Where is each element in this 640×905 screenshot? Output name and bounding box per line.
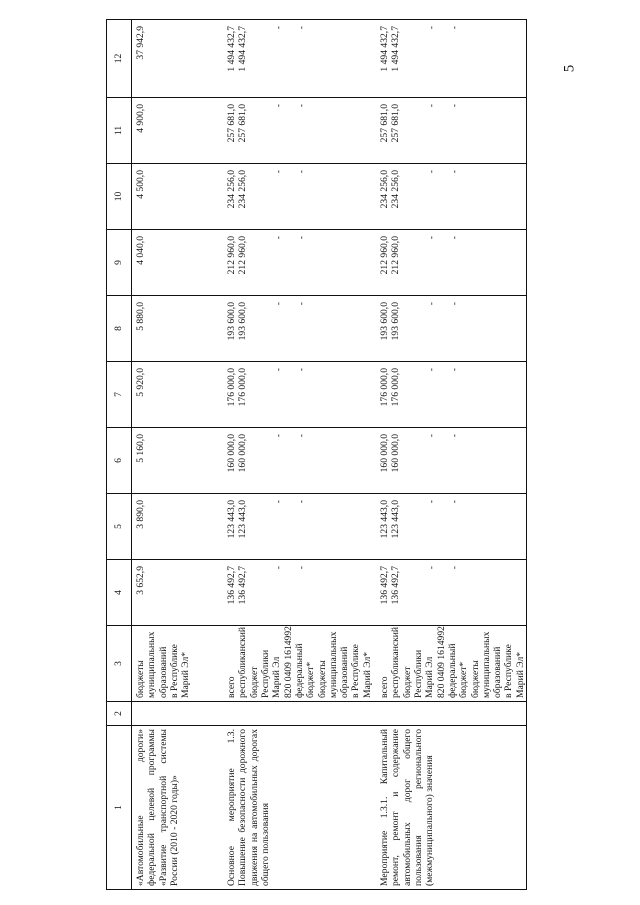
funding-source-line: 820 0409 1614992 xyxy=(435,626,447,698)
value-line: 5 920,0 xyxy=(135,368,146,397)
value-line: - xyxy=(448,500,460,504)
value-cell-col-9 xyxy=(376,230,527,296)
funding-source-line: бюджеты xyxy=(135,660,146,698)
value-line: - xyxy=(295,236,307,240)
value-line: 4 040,0 xyxy=(135,236,146,265)
value-line: - xyxy=(448,368,460,372)
value-line: 1 494 432,7 xyxy=(390,26,402,72)
column-header-6: 6 xyxy=(107,428,132,494)
value-line: - xyxy=(425,104,437,108)
value-line: 136 492,7 xyxy=(237,566,249,605)
value-line: - xyxy=(272,434,284,438)
table-row xyxy=(223,20,376,890)
value-line: - xyxy=(448,26,460,30)
value-line: - xyxy=(448,566,460,570)
value-line: 160 000,0 xyxy=(390,434,402,473)
value-cell-col-4 xyxy=(132,560,224,626)
value-cell-col-9 xyxy=(132,230,224,296)
value-line: - xyxy=(425,236,437,240)
value-line: - xyxy=(272,26,284,30)
value-line: - xyxy=(272,500,284,504)
funding-source-line: Республики xyxy=(259,649,271,698)
column-header-5: 5 xyxy=(107,494,132,560)
value-line: 160 000,0 xyxy=(237,434,249,473)
funding-source-line: муниципальных xyxy=(480,631,492,698)
value-line: 1 494 432,7 xyxy=(226,26,237,72)
row-code xyxy=(376,702,527,726)
value-line: 234 256,0 xyxy=(237,170,249,209)
funding-source-line: федеральный xyxy=(446,643,458,698)
value-line: 257 681,0 xyxy=(237,104,249,143)
funding-sources xyxy=(376,626,527,702)
value-cell-col-11 xyxy=(223,98,376,164)
value-cell-col-6 xyxy=(223,428,376,494)
value-cell-col-11 xyxy=(132,98,224,164)
value-line: - xyxy=(425,170,437,174)
value-line: - xyxy=(272,302,284,306)
value-line: 4 900,0 xyxy=(135,104,146,133)
value-line: - xyxy=(425,302,437,306)
value-line: 212 960,0 xyxy=(379,236,390,275)
value-line: - xyxy=(425,368,437,372)
column-header-3: 3 xyxy=(107,626,132,702)
value-line: - xyxy=(295,434,307,438)
funding-source-line: Марий Эл xyxy=(424,656,436,698)
funding-source-line: муниципальных xyxy=(327,631,339,698)
value-line: 257 681,0 xyxy=(226,104,237,143)
page-number: 5 xyxy=(561,64,578,73)
row-name: Основное мероприятие 1.3. Повышение безопасности дорожного движения на автомобильных дорогах общего пользования xyxy=(223,726,376,890)
funding-source-line: бюджет* xyxy=(458,661,470,698)
value-line: - xyxy=(448,170,460,174)
funding-source-line: всего xyxy=(226,676,237,698)
value-line: - xyxy=(425,434,437,438)
value-line: 212 960,0 xyxy=(226,236,237,275)
funding-source-line: федеральный xyxy=(293,643,305,698)
value-cell-col-10 xyxy=(132,164,224,230)
value-cell-col-5 xyxy=(223,494,376,560)
funding-sources xyxy=(223,626,376,702)
column-header-4: 4 xyxy=(107,560,132,626)
value-line: 234 256,0 xyxy=(379,170,390,209)
value-line: - xyxy=(272,170,284,174)
funding-source-line: Марий Эл* xyxy=(180,651,192,698)
value-line: 212 960,0 xyxy=(237,236,249,275)
value-line: 193 600,0 xyxy=(226,302,237,341)
value-line: 193 600,0 xyxy=(237,302,249,341)
value-line: 123 443,0 xyxy=(237,500,249,539)
value-line: - xyxy=(272,104,284,108)
value-cell-col-8 xyxy=(132,296,224,362)
funding-source-line: Марий Эл* xyxy=(514,651,526,698)
funding-source-line: бюджет xyxy=(248,666,260,698)
value-line: 4 500,0 xyxy=(135,170,146,199)
funding-source-line: Марий Эл xyxy=(271,656,283,698)
value-cell-col-12 xyxy=(223,20,376,98)
value-cell-col-6 xyxy=(376,428,527,494)
funding-sources xyxy=(132,626,224,702)
value-cell-col-12 xyxy=(376,20,527,98)
funding-source-line: Марий Эл* xyxy=(361,651,373,698)
value-line: - xyxy=(448,104,460,108)
value-cell-col-9 xyxy=(223,230,376,296)
value-line: - xyxy=(272,236,284,240)
value-cell-col-4 xyxy=(223,560,376,626)
value-line: - xyxy=(425,566,437,570)
value-line: 257 681,0 xyxy=(390,104,402,143)
column-header-8: 8 xyxy=(107,296,132,362)
value-line: 160 000,0 xyxy=(379,434,390,473)
value-line: 160 000,0 xyxy=(226,434,237,473)
value-cell-col-6 xyxy=(132,428,224,494)
value-line: - xyxy=(448,302,460,306)
column-header-10: 10 xyxy=(107,164,132,230)
funding-source-line: бюджет xyxy=(401,666,413,698)
value-line: - xyxy=(295,104,307,108)
value-line: 234 256,0 xyxy=(226,170,237,209)
funding-source-line: 820 0409 1614992 xyxy=(282,626,294,698)
column-header-9: 9 xyxy=(107,230,132,296)
value-cell-col-5 xyxy=(376,494,527,560)
value-line: - xyxy=(425,26,437,30)
value-cell-col-7 xyxy=(376,362,527,428)
funding-source-line: республиканский xyxy=(390,626,402,698)
funding-source-line: образований xyxy=(157,646,169,698)
value-line: - xyxy=(425,500,437,504)
column-header-1: 1 xyxy=(107,726,132,890)
funding-source-line: бюджеты xyxy=(316,660,328,698)
funding-source-line: в Республике xyxy=(350,644,362,698)
value-line: - xyxy=(448,434,460,438)
funding-source-line: в Республике xyxy=(503,644,515,698)
value-line: 176 000,0 xyxy=(390,368,402,407)
value-line: - xyxy=(295,368,307,372)
value-line: - xyxy=(272,368,284,372)
value-cell-col-10 xyxy=(376,164,527,230)
value-line: 123 443,0 xyxy=(390,500,402,539)
funding-source-line: образований xyxy=(339,646,351,698)
column-header-12: 12 xyxy=(107,20,132,98)
value-line: 1 494 432,7 xyxy=(379,26,390,72)
value-cell-col-7 xyxy=(132,362,224,428)
value-line: 37 942,9 xyxy=(135,26,146,60)
value-line: - xyxy=(295,566,307,570)
funding-source-line: муниципальных xyxy=(146,631,158,698)
value-line: 136 492,7 xyxy=(226,566,237,605)
value-line: 3 652,9 xyxy=(135,566,146,595)
value-cell-col-12 xyxy=(132,20,224,98)
value-line: - xyxy=(295,26,307,30)
budget-table xyxy=(106,19,527,890)
column-number-row xyxy=(107,20,132,890)
value-line: 136 492,7 xyxy=(390,566,402,605)
column-header-7: 7 xyxy=(107,362,132,428)
value-cell-col-7 xyxy=(223,362,376,428)
funding-source-line: образований xyxy=(492,646,504,698)
table-row xyxy=(376,20,527,890)
value-cell-col-5 xyxy=(132,494,224,560)
value-line: 136 492,7 xyxy=(379,566,390,605)
value-line: 234 256,0 xyxy=(390,170,402,209)
value-line: - xyxy=(295,170,307,174)
value-line: - xyxy=(295,302,307,306)
value-line: 123 443,0 xyxy=(379,500,390,539)
value-line: 5 880,0 xyxy=(135,302,146,331)
value-line: 176 000,0 xyxy=(237,368,249,407)
value-line: - xyxy=(272,566,284,570)
value-line: 1 494 432,7 xyxy=(237,26,249,72)
row-code xyxy=(132,702,224,726)
value-line: 3 890,0 xyxy=(135,500,146,529)
column-header-2: 2 xyxy=(107,702,132,726)
value-line: 193 600,0 xyxy=(379,302,390,341)
funding-source-line: Республики xyxy=(412,649,424,698)
value-cell-col-10 xyxy=(223,164,376,230)
value-line: 176 000,0 xyxy=(379,368,390,407)
table-row xyxy=(132,20,224,890)
row-code xyxy=(223,702,376,726)
value-line: 212 960,0 xyxy=(390,236,402,275)
value-cell-col-11 xyxy=(376,98,527,164)
value-line: 5 160,0 xyxy=(135,434,146,463)
funding-source-line: всего xyxy=(379,676,390,698)
value-line: 257 681,0 xyxy=(379,104,390,143)
value-line: - xyxy=(448,236,460,240)
value-cell-col-8 xyxy=(376,296,527,362)
row-name: Мероприятие 1.3.1. Капитальный ремонт, ремонт и содержание автомобильных дорог общего пользования регионального (межмуниципального) значения xyxy=(376,726,527,890)
funding-source-line: бюджеты xyxy=(469,660,481,698)
funding-source-line: республиканский xyxy=(237,626,249,698)
value-line: 193 600,0 xyxy=(390,302,402,341)
value-cell-col-8 xyxy=(223,296,376,362)
value-line: 176 000,0 xyxy=(226,368,237,407)
funding-source-line: в Республике xyxy=(168,644,180,698)
value-line: 123 443,0 xyxy=(226,500,237,539)
value-cell-col-4 xyxy=(376,560,527,626)
funding-source-line: бюджет* xyxy=(305,661,317,698)
value-line: - xyxy=(295,500,307,504)
row-name: «Автомобильные дороги» федеральной целевой программы «Развитие транспортной системы России (2010 - 2020 годы)» xyxy=(132,726,224,890)
document-page xyxy=(106,26,526,890)
column-header-11: 11 xyxy=(107,98,132,164)
